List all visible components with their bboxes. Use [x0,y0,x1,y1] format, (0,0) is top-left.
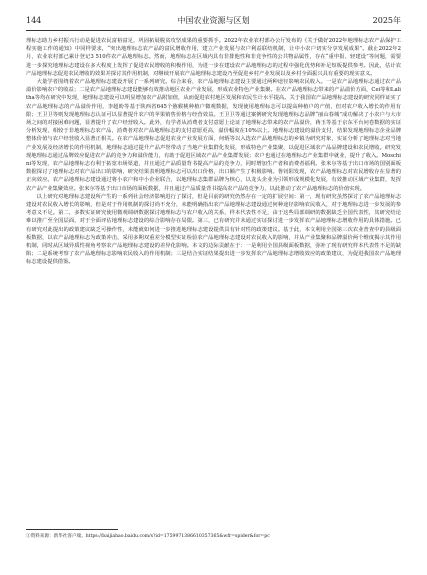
footnote-rule [26,529,118,530]
body-text [26,37,401,525]
paragraph-3: 以上研究对地理标志建设所产生的一系列社会经济影响进行了探讨，但是目前的研究仍然存在一定的扩展空间：第一，现有研究虽然探讨了农产品地理标志建设对农民收入增长的影响，但是对于作用机制的探讨尚不充分，未能明确指出农产品地理标志建设通过何种途径影响农民收入，对于地理标志进一步发展的参考意义不足。第二，多数实证研究使用微观调研数据探讨地理标志与农户收入的关系，样本代表性不足，由于这些局部调研的数据缺乏全国代表性，其研究结论难以推广至全国层面，对于全面评估地理标志建设的综合影响存在局限。第三，已有研究并未通过实证探讨进一步发挥农产品地理标志增收作用的具体措施。已有研究对此提出的政策建议缺乏可操作性，未能就如何进一步推进地理标志建设提供具有针对性的政策建议。基于此，本文利用全国第三次农业普查中的县级面板数据，以农产品地理标志为政策冲击，采用多期双重差分模型实证检验农产品地理标志建设对农民收入的影响，并从产业集聚和品牌溢价两个维度揭示其作用机制，同时从区域异质性视角考察农产品地理标志建设的差异化影响。本文的边际贡献在于：一是利用全国县级面板数据，弥补了现有研究样本代表性不足的缺陷；二是系统考察了农产品地理标志影响农民收入的作用机制；三是结合实证结果提出进一步发挥农产品地理标志增收效应的政策建议，为促进我国农产品地理标志建设提供借鉴。 [26,193,401,266]
paragraph-2: 大量学者围绕着农产品地理标志建设开展了一系列研究。综合来看，农产品地理标志建设主要通过两种途径影响农民收入。一是农产品地理标志通过农产品溢价影响农户的收益；二是农产品地理标志建设能够有效推动地区农业产业发展，形成农业特色产业集聚。在农产品地理标志带来的产品溢价方面，Cei等和Lalitha等均在研究中发现，地理标志建设可以明显增加农产品附加值，从而促进农村地区发展和农民生计水平提高。关于我国农产品地理标志建设的研究同样证实了农产品地理标志的产品溢价作用，李超盼等基于陕西省645个猕猴桃种植户微观数据，发现使用地理标志可以提高种植户的产值，但对农户收入增长的作用有限；王卫卫等则发现地理标志认证可以显著提升农户的苹果销售价格与经营效益。王卫卫等通过案例研究发现地理标志品牌“丽山春城”成功解决了小农户与大市场之间的对接困难问题，显著提升了农户经营收入。此外，有学者从消费者支付意愿上论证了地理标志带来的农产品溢价，蒋玉等基于京东平台问卷数据的实证分析发现，相较于非地理标志农产品，消费者对农产品地理标志的支付意愿更高，溢价幅度在10%以上。地理标志建设的溢价支付，结果发现地理标志企业品牌整体价值与农户经营收入显著正相关。在农产品地理标志促进农业产业发展方面，何炳等以入选农产品地理标志的乡镇为研究对象，实证分析了地理标志对当地产业发展及经济增长的作用机制，地理标志通过提升产品声誉带动了当地产业集群化发展，形成特色产业集聚，以促进区域农产品品牌建设和农民增收。研究发现地理标志通过品牌效应促进农产品的竞争力和溢价能力，有助于促进区域农产品产业集群发展；农户也通过在地理标志产业集群中就业，提升了收入。Moschini等发现，农产品地理标志有利于拓宽市场渠道，并且通过产品质量背书提高产品的竞争力，同时增加生产者和消费者福利。张米尔等基于出口市场的国别面板数据探讨了地理标志对农产品出口的影响，研究结果表明地理标志可以出口价格、出口额产生了积极影响。鲁钊阳发现，农产品地理标志对农民增收存在显著的正向效应。农产品地理标志建设通过将小农户和中小企业联合，以地理标志集群品牌为核心，以龙头企业为引领形成规模化发展，有效推动区域产业集群，发挥农产品产业集聚效应。张米尔等基于出口市场的面板数据，并且通过产品质量背书提高农产品的竞争力，以此推动了农产品地理标志的价值实现。 [26,79,401,192]
journal-title: 中国农业资源与区划 [177,16,250,25]
paragraph-1: 理标志助力乡村振兴行动是促进农民富裕富足，巩固拓展脱贫攻坚成果的重要抓手。2022年农业农村部办公厅发布的《关于做好2022年地理标志农产品保护工程实施工作的通知》中同样要求，“突出地理标志农产品的富民增收作用，建立产业发展与农户利益联结机制，让中小农户切实分享发展成果”。截止2022年2月，农业农村部已累计登记3 510件农产品地理标志。然而，地理标志在区域内具有非排他性和非竞争性的公共物品属性，存在“重申报、轻建设”等问题，需要进一步探究地理标志建设在多大程度上发挥了促进农民增收的积极作用，为进一步在建设农产品地理标志的过程中强化优势和补足短板提供参考。因此，估计农产品地理标志促进农民增收的效果并探讨其作用机制，对继续开展农产品地理标志建设乃至促进乡村产业发展以及乡村全面振兴具有重要的现实意义。 [26,38,401,77]
header-rule [26,30,401,31]
page-number: 144 [26,16,42,25]
publication-year: 2025年 [372,16,401,25]
page-header [26,14,401,28]
footnote: ①资料来源：新华社客户端。https://baijiahao.baidu.com/s?id=1759971386610357365&wfr=spider&for=pc [26,534,270,539]
